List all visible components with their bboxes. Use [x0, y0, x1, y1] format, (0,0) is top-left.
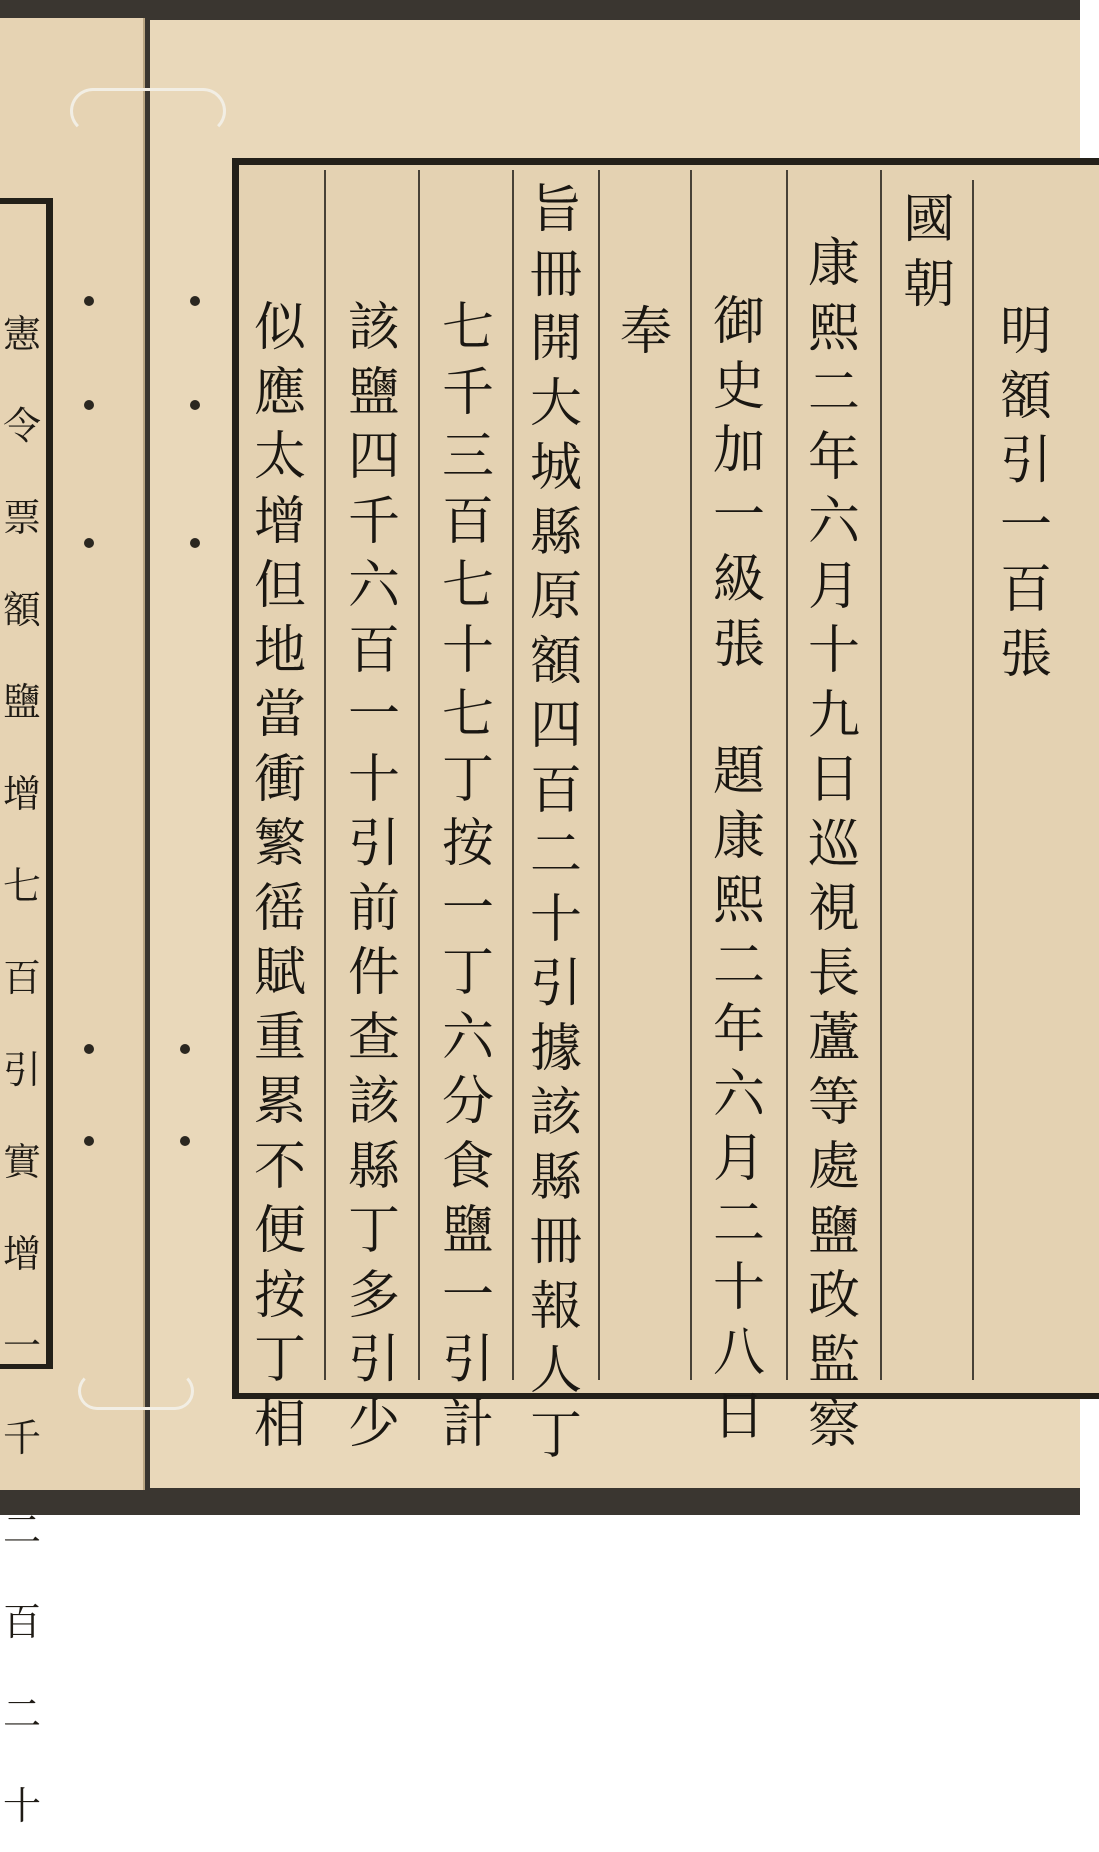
- binding-hole: [180, 1044, 190, 1054]
- binding-thread: [78, 1372, 194, 1410]
- text-column-2: [893, 188, 965, 317]
- column-text: 奉: [619, 302, 672, 362]
- column-rule: [972, 180, 974, 1380]
- text-column-8: [432, 296, 504, 1457]
- binding-hole: [190, 400, 200, 410]
- binding-hole: [180, 1136, 190, 1146]
- column-rule: [880, 170, 882, 1380]
- text-column-6: [610, 300, 682, 365]
- column-text: 該鹽四千六百一十引前件查該縣丁多引少: [347, 298, 400, 1455]
- binding-thread: [70, 88, 226, 134]
- column-rule: [598, 170, 600, 1380]
- text-column-4: [703, 290, 775, 677]
- column-text: 明額引一百張: [999, 302, 1052, 685]
- binding-hole: [84, 1044, 94, 1054]
- text-column-5: [703, 740, 775, 1450]
- column-rule: [512, 170, 514, 1380]
- column-rule: [418, 170, 420, 1380]
- binding-hole: [84, 538, 94, 548]
- text-column-9: [338, 296, 410, 1457]
- binding-hole: [84, 296, 94, 306]
- column-text: 康熙二年六月十九日巡視長蘆等處鹽政監察: [807, 234, 860, 1455]
- column-text: 題康熙二年六月二十八日: [712, 742, 765, 1447]
- column-rule: [786, 170, 788, 1380]
- left-leaf: [0, 18, 145, 1828]
- text-column-10: [244, 296, 316, 1457]
- column-text: 旨冊開大城縣原額四百二十引據該縣冊報人丁: [529, 180, 582, 1466]
- text-column-7: [520, 178, 592, 1468]
- column-text: 似應太增但地當衝繁徭賦重累不便按丁相: [253, 298, 306, 1455]
- column-rule: [324, 170, 326, 1380]
- column-text: 御史加一級張: [712, 292, 765, 675]
- binding-hole: [84, 400, 94, 410]
- column-text: 國朝: [902, 190, 955, 315]
- column-text: 七千三百七十七丁按一丁六分食鹽一引計: [441, 298, 494, 1455]
- text-column-1: [990, 300, 1062, 687]
- column-rule: [690, 170, 692, 1380]
- left-leaf-text: 憲令票額鹽增七百引實增一千二百二十: [2, 312, 41, 1828]
- text-column-3: [798, 232, 870, 1458]
- binding-hole: [190, 538, 200, 548]
- binding-hole: [84, 1136, 94, 1146]
- binding-hole: [190, 296, 200, 306]
